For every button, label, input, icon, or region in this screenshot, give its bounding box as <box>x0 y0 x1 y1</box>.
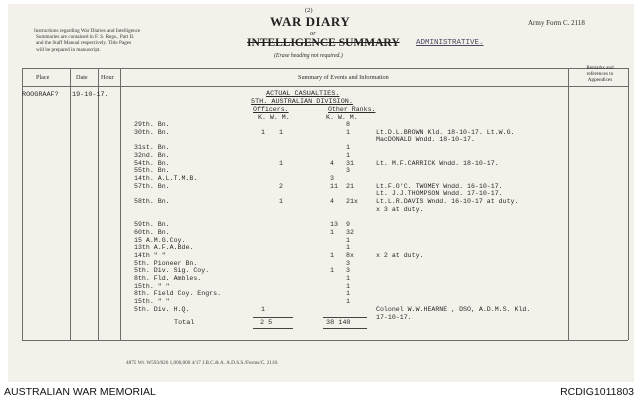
cell-unit: 30th. Bn. <box>134 128 170 136</box>
cell-unit: 14th. A.L.T.M.B. <box>134 174 198 182</box>
cell-rw: 21x <box>346 198 358 205</box>
title-or: or <box>310 30 316 37</box>
cell-unit: 8th. Fld. Ambles. <box>134 275 202 282</box>
col-header-remarks: Remarks and references to Appendices <box>586 65 614 84</box>
cell-rk: 4 <box>330 159 334 167</box>
cell-unit: 13th A.F.A.Bde. <box>134 244 194 252</box>
cell-unit: 15th. " " <box>134 298 170 306</box>
cell-rk: 11 <box>330 182 338 190</box>
col-header-summary: Summary of Events and Information <box>298 74 389 81</box>
division-title: 5TH. AUSTRALIAN DIVISION. <box>251 98 353 106</box>
cell-note: Lt.F.O'C. TWOMEY Wndd. 16-10-17. <box>376 182 503 190</box>
cell-unit: 32nd. Bn. <box>134 151 170 159</box>
cell-unit: 55th. Bn. <box>134 167 170 175</box>
kwm-other-ranks: K. W. M. <box>326 114 358 121</box>
army-form-label: Army Form C. 2118 <box>528 19 585 27</box>
cell-rk: 1 <box>330 267 334 275</box>
cell-rw: 1 <box>346 275 350 282</box>
cell-unit: 29th. Bn. <box>134 121 170 128</box>
subtitle-struck: INTELLIGENCE SUMMARY <box>247 37 400 49</box>
cell-ow: 1 <box>279 198 283 205</box>
cell-ow: 1 <box>279 159 283 167</box>
cell-rk: 13 <box>330 221 338 229</box>
cell-rw: 1 <box>346 290 350 298</box>
page-title: WAR DIARY <box>270 14 351 29</box>
instruction-line: Summaries are contained in F. S. Regs., Part II. <box>36 34 135 41</box>
cell-rk: 3 <box>330 174 334 182</box>
cell-unit: 8th. Field Coy. Engrs. <box>134 290 222 298</box>
cell-note: MacDONALD Wndd. 18-10-17. <box>376 136 475 144</box>
cell-rk: 4 <box>330 198 334 205</box>
cell-note: Lt. M.F.CARRICK Wndd. 18-10-17. <box>376 159 499 167</box>
print-line: 4875 Wt. W593/826 1,000,000 4/17 J.B.C.& A. A.D.S.S./Forms/C. 2118. <box>126 360 279 366</box>
cell-ok: 1 <box>261 305 265 313</box>
total-officers: 2 5 <box>260 319 273 327</box>
cell-unit: 31st. Bn. <box>134 144 170 152</box>
instruction-line: Instructions regarding War Diaries and Intelligence <box>34 28 141 34</box>
cell-rw: 1 <box>346 298 350 306</box>
cell-rw: 21 <box>346 182 354 190</box>
kwm-officers: K. W. M. <box>258 114 290 121</box>
col-header-date: Date <box>76 74 88 81</box>
total-label: Total <box>174 319 195 327</box>
cell-rw: 1 <box>346 236 350 244</box>
cell-unit: 57th. Bn. <box>134 182 170 190</box>
cell-rw: 1 <box>346 282 350 290</box>
cell-unit: 60th. Bn. <box>134 228 170 236</box>
cell-rw: 3 <box>346 167 350 175</box>
erase-note: (Erase heading not required.) <box>274 53 343 59</box>
cell-rw: 3 <box>346 267 350 275</box>
subtitle-typed: ADMINISTRATIVE. <box>416 39 484 47</box>
caption-right: RCDIG1011803 <box>560 386 634 398</box>
cell-unit: 58th. Bn. <box>134 198 170 205</box>
instruction-line: will be prepared in manuscript. <box>36 46 101 53</box>
entry-place: ROOGRAAF? <box>22 91 59 99</box>
war-diary-page <box>8 4 634 382</box>
cell-unit: 59th. Bn. <box>134 221 170 229</box>
instruction-line: and the Staff Manual respectively. Title Pages <box>36 40 132 47</box>
cell-rw: 1 <box>346 244 350 252</box>
instructions-block <box>34 28 140 53</box>
cell-rw: 3 <box>346 259 350 267</box>
cell-ow: 2 <box>279 182 283 190</box>
cell-note: Lt.L.R.DAVIS Wndd. 16-10-17 at duty. <box>376 198 519 205</box>
cell-ow: 1 <box>279 128 283 136</box>
cell-rw: 8x <box>346 251 354 259</box>
cell-unit: 5th. Div. H.Q. <box>134 305 190 313</box>
cell-note: Lt. J.J.THOMPSON Wndd. 17-10-17. <box>376 190 503 198</box>
cell-note: x 2 at duty. <box>376 251 424 259</box>
cell-note: Colonel W.W.HEARNE , DSO, A.D.M.S. Kld. <box>376 305 531 313</box>
cell-unit: 5th. Pioneer Bn. <box>134 259 198 267</box>
casualties-title: ACTUAL CASUALTIES. <box>266 90 340 98</box>
other-ranks-header: Other Ranks. <box>328 106 376 113</box>
officers-header: Officers. <box>253 106 289 113</box>
cell-unit: 54th. Bn. <box>134 159 170 167</box>
total-other-ranks: 38 140 <box>326 319 351 327</box>
cell-note: 17-10-17. <box>376 313 412 321</box>
cell-unit: 15th. " " <box>134 282 170 290</box>
col-header-place: Place <box>36 74 50 81</box>
cell-note: Lt.D.L.BROWN Kld. 18-10-17. Lt.W.G. <box>376 128 515 136</box>
cell-rk: 1 <box>330 228 334 236</box>
page-number: (2) <box>305 7 313 14</box>
entry-date: 19-10-17. <box>72 91 109 99</box>
caption-left: AUSTRALIAN WAR MEMORIAL <box>4 386 156 398</box>
cell-rw: 1 <box>346 151 350 159</box>
cell-rw: 9 <box>346 221 350 229</box>
cell-rw: 1 <box>346 144 350 152</box>
cell-rw: 8 <box>346 121 350 128</box>
table-row <box>8 314 634 322</box>
cell-note: x 3 at duty. <box>376 205 424 213</box>
col-header-hour: Hour <box>101 74 114 81</box>
cell-ok: 1 <box>261 128 265 136</box>
cell-rw: 1 <box>346 128 350 136</box>
cell-rw: 32 <box>346 228 354 236</box>
cell-rw: 31 <box>346 159 354 167</box>
cell-rk: 1 <box>330 251 334 259</box>
cell-unit: 5th. Div. Sig. Coy. <box>134 267 210 275</box>
cell-unit: 15 A.M.G.Coy. <box>134 236 186 244</box>
cell-unit: 14th " " <box>134 251 166 259</box>
